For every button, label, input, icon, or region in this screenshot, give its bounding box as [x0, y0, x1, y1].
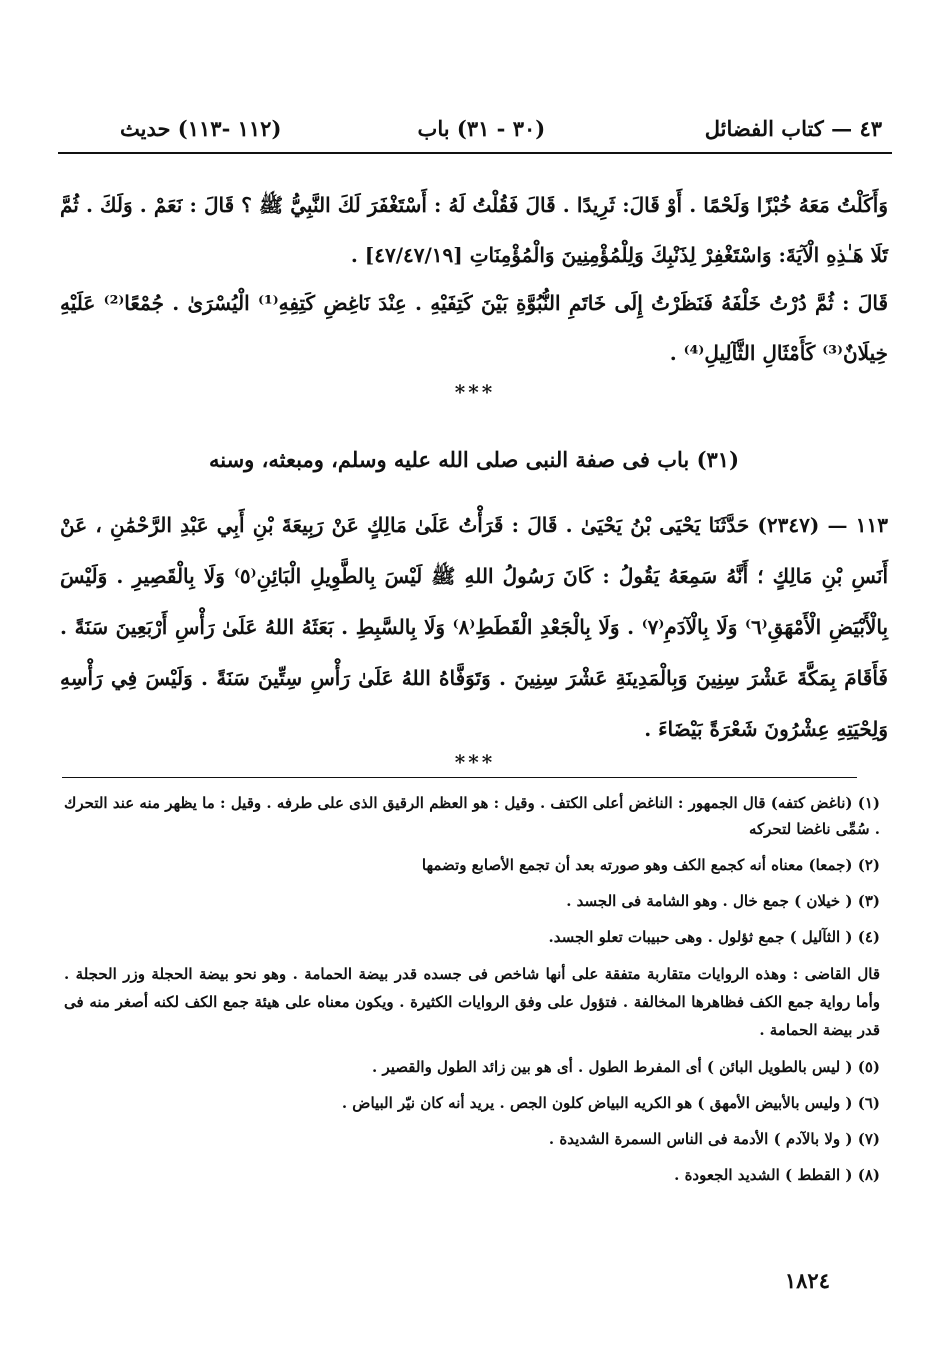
hadith-113-text: ١١٣ — (٢٣٤٧) حَدَّثَنَا يَحْيَى بْنُ يَحْيَىٰ . قَالَ : قَرَأْتُ عَلَىٰ مَالِكٍ عَنْ رَبِيعَةَ بْنِ أَبِي عَبْدِ الرَّحْمَٰنِ ، عَنْ أَنَسِ بْنِ مَالِكٍ ؛ أَنَّهُ سَمِعَهُ يَقُولُ : كَانَ رَسُولُ اللهِ ﷺ لَيْسَ بِالطَّوِيلِ الْبَائِنِ⁽٥⁾ وَلَا بِالْقَصِيرِ . وَلَيْسَ بِالْأَبْيَضِ الْأَمْهَقِ⁽٦⁾ وَلَا بِالْآدَمِ⁽٧⁾ . وَلَا بِالْجَعْدِ الْقَطَطِ⁽٨⁾ وَلَا بِالسَّبِطِ . بَعَثَهُ اللهُ عَلَىٰ رَأْسِ أَرْبَعِينَ سَنَةً . فَأَقَامَ بِمَكَّةَ عَشْرَ سِنِينَ وَبِالْمَدِينَةِ عَشْرَ سِنِينَ . وَتَوَفَّاهُ اللهُ عَلَىٰ رَأْسِ سِتِّينَ سَنَةً . وَلَيْسَ فِي رَأْسِهِ وَلِحْيَتِهِ عِشْرُونَ شَعْرَةً بَيْضَاءَ .	[60, 513, 889, 741]
chapter-title: (٣١) باب فى صفة النبى صلى الله عليه وسلم، ومبعثه، وسنه	[208, 447, 740, 472]
footnote-1: (١) (ناغض كتفه) قال الجمهور : الناغض أعلى الكتف . وقيل : هو العظم الرقيق الذى على طرفه . وقيل : ما يظهر منه عند التحرك . سُمِّى ناغضا لتحركه	[64, 794, 880, 838]
header-chapter-range: (٣٠ - ٣١) باب	[417, 116, 546, 141]
footnote-8: (٨) ( القطط ) الشديد الجعودة .	[674, 1166, 880, 1184]
section-separator-2: ***	[454, 750, 496, 774]
footnote-4: (٤) ( الثآليل ) جمع ثؤلول . وهى حبيبات تعلو الجسد.	[548, 928, 880, 946]
qadi-commentary: قال القاضى : وهذه الروايات متقاربة متفقة على أنها شاخص فى جسده قدر بيضة الحمامة . وهو نحو بيضة الحجلة وزر الحجلة . وأما رواية جمع الكف فظاهرها المخالفة . فتؤول على وفق الروايات الكثيرة . ويكون معناه على هيئة جمع الكف لكنه أصغر منه فى قدر بيضة الحمامة .	[64, 965, 880, 1039]
header-hadith-range: (١١٢ -١١٣) حديث	[120, 116, 282, 141]
running-header	[58, 112, 892, 154]
footnote-7: (٧) ( ولا بالآدم ) الأدمة فى الناس السمرة الشديدة .	[548, 1130, 880, 1148]
paragraph-2: قَالَ : ثُمَّ دُرْتُ خَلْفَهُ فَنَظَرْتُ إِلَى خَاتَمِ النُّبُوَّةِ بَيْنَ كَتِفَيْهِ . عِنْدَ نَاغِضِ كَتِفِهِ⁽¹⁾ الْيُسْرَىٰ . جُمْعًا⁽²⁾ عَلَيْهِ خِيلَانٌ⁽³⁾ كَأَمْثَالِ الثَّآلِيلِ⁽⁴⁾ .	[60, 291, 889, 365]
footnote-divider	[62, 777, 857, 778]
page-number: ١٨٢٤	[784, 1268, 830, 1293]
paragraph-1: وَأَكَلْتُ مَعَهُ خُبْزًا وَلَحْمًا . أَوْ قَالَ: ثَرِيدًا . قَالَ فَقُلْتُ لَهُ : أَسْتَغْفَرَ لَكَ النَّبِيُّ ﷺ ؟ قَالَ : نَعَمْ . وَلَكَ . ثُمَّ تَلَا هَـٰذِهِ الْآيَةَ: وَاسْتَغْفِرْ لِذَنْبِكَ وَلِلْمُؤْمِنِينَ وَالْمُؤْمِنَاتِ [٤٧/٤٧/١٩] .	[60, 193, 888, 267]
footnote-6: (٦) ( وليس بالأبيض الأمهق ) هو الكريه البياض كلون الجص . يريد أنه كان نيّر البياض .	[341, 1094, 880, 1112]
footnote-2: (٢) (جمعا) معناه أنه كجمع الكف وهو صورته بعد أن تجمع الأصابع وتضمها	[421, 856, 880, 874]
footnote-5: (٥) ( ليس بالطويل البائن ) أى المفرط الطول . أى هو بين زائد الطول والقصير .	[372, 1058, 880, 1076]
header-book-title: ٤٣ — كتاب الفضائل	[704, 116, 882, 141]
section-separator-1: *​**	[454, 380, 496, 404]
footnotes	[64, 790, 880, 1198]
footnote-3: (٣) ( خيلان ) جمع خال . وهو الشامة فى الجسد .	[566, 892, 880, 910]
